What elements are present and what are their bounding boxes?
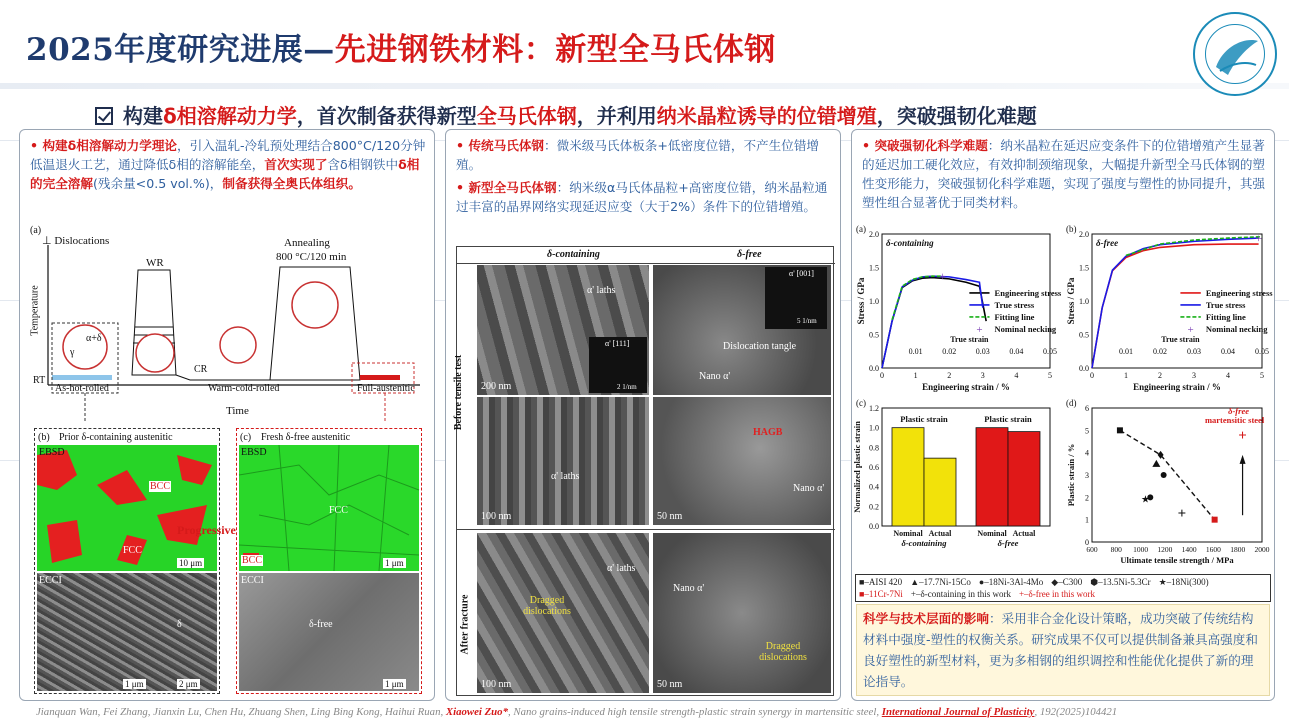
- chart-2-group-title: Plastic strain: [984, 414, 1032, 424]
- panel3-keyword: 突破强韧化科学难题: [874, 138, 988, 153]
- fig-c-scale: 1 μm: [385, 558, 404, 568]
- legend-entry: +–δ-containing in this work: [910, 589, 1011, 599]
- chart-2-category: δ-free: [997, 538, 1019, 548]
- row-label-1: Before tensile test: [453, 354, 465, 431]
- panel1-t1: ，引入温轧-冷轧预处理结合800°C/120分钟低温退火工艺，通过降低δ相的溶解能垒，: [30, 138, 426, 172]
- title-rule: [0, 83, 1289, 89]
- panel1-text: [30, 136, 428, 193]
- chart-0-xtick: 3: [980, 371, 985, 380]
- headline-t3: ，首次制备获得新型: [296, 104, 477, 128]
- chart-2-bar: [924, 458, 956, 526]
- tem-e: [477, 533, 649, 693]
- panel1-t5: (残余量<0.5 vol.%)，: [92, 176, 223, 191]
- chart-2-ytick: 0.6: [869, 463, 879, 472]
- panel2-b2-t: ：纳米级α马氏体晶粒+高密度位错，纳米晶粒通过丰富的晶界网络实现延迟应变（大于2%）条件下的位错增殖。: [456, 180, 828, 214]
- legend-entry: ●–18Ni-3Al-4Mo: [978, 577, 1044, 587]
- tem-b-dscale: 5 1/nm: [797, 317, 817, 325]
- chart-3-xtick: 2000: [1254, 545, 1270, 554]
- fig-c: [236, 428, 422, 694]
- fig-a-ad: α+δ: [86, 333, 102, 344]
- fig-b-scale2: 1 μm: [125, 679, 144, 689]
- tem-a-dscale: 2 1/nm: [617, 383, 637, 391]
- row-divider: [457, 529, 835, 530]
- fig-a-process: [30, 225, 426, 421]
- chart-2-bar: [976, 428, 1008, 526]
- chart-3-point: ★: [1140, 494, 1150, 506]
- chart-1-x2label: True strain: [1161, 335, 1200, 344]
- fig-c-ebsd: EBSD: [241, 447, 267, 458]
- panel-left: [19, 129, 435, 701]
- chart-3-point: [1152, 460, 1160, 467]
- chart-0-series-1: [882, 276, 983, 368]
- fig-a-full-aus: Full-austenitic: [357, 383, 415, 394]
- chart-3-ytick: 4: [1085, 448, 1089, 458]
- chart-0-xtick: 5: [1048, 371, 1052, 380]
- chart-3-annotation-1: δ-free: [1228, 406, 1250, 416]
- chart-1-legend-label: True stress: [1205, 299, 1246, 310]
- tem-f: [653, 533, 831, 693]
- tem-a-zone: α' [111]: [605, 339, 630, 348]
- tem-b-zone: α' [001]: [789, 269, 814, 278]
- tem-e-scale: 100 nm: [481, 679, 512, 690]
- fig-b-title: Prior δ-containing austenitic: [59, 432, 173, 443]
- chart-0-x2tick: 0.05: [1043, 347, 1057, 356]
- panel2-b1-kw: 传统马氏体钢: [468, 138, 544, 153]
- tem-c-scale: 100 nm: [481, 511, 512, 522]
- fig-b-delta: δ: [177, 619, 182, 630]
- chart-1-ytick: 1.0: [1079, 297, 1089, 306]
- chart-3-arrow-head: [1240, 455, 1246, 464]
- chart-1-xtick: 5: [1260, 371, 1264, 380]
- impact-keyword: 科学与技术层面的影响: [863, 611, 989, 626]
- tem-e-dragged: Dragged dislocations: [523, 595, 571, 617]
- chart-1-ytick: 0.5: [1079, 330, 1089, 340]
- tem-e-laths: α' laths: [607, 563, 636, 574]
- headline-t7: ，突破强韧化难题: [876, 104, 1037, 128]
- chart-0-ytick: 2.0: [869, 230, 879, 239]
- chart-0-ytick: 1.5: [869, 263, 879, 273]
- chart-0-x2tick: 0.01: [908, 347, 923, 356]
- chart-3-xtick: 600: [1086, 545, 1098, 554]
- chart-0-xtick: 0: [880, 371, 884, 380]
- chart-0-x2tick: 0.04: [1009, 347, 1024, 356]
- scatter-legend: [855, 574, 1271, 602]
- chart-1-x2tick: 0.03: [1187, 347, 1201, 356]
- chart-3-trend-line: [1120, 430, 1215, 519]
- ref-paper: , Nano grains-induced high tensile strength-plastic strain synergy in martensitic steel,: [507, 706, 882, 718]
- chart-0-ylabel: Stress / GPa: [856, 277, 866, 325]
- legend-rows: [859, 576, 1267, 600]
- chart-1-xtick: 0: [1090, 371, 1094, 380]
- fig-b: [34, 428, 236, 694]
- chart-3-ytick: 1: [1085, 515, 1089, 525]
- title-part1: 2025年度研究进展—: [26, 32, 335, 68]
- col-divider: [457, 263, 835, 264]
- fig-b-ebsd: EBSD: [39, 447, 65, 458]
- chart-0-x2tick: 0.03: [975, 347, 990, 356]
- chart-0-xtick: 1: [913, 371, 918, 380]
- chart-3-ytick: 6: [1085, 404, 1089, 413]
- fig-b-fcc: FCC: [123, 545, 142, 556]
- chart-2-ylabel: Normalized plastic strain: [852, 421, 862, 513]
- chart-3-panel-label: (d): [1066, 398, 1077, 408]
- impact-box: [856, 604, 1270, 696]
- ecci-image-b: [37, 573, 217, 691]
- ebsd-map-c: [239, 445, 419, 571]
- chart-1-x2tick: 0.04: [1221, 347, 1235, 356]
- tem-a-laths: α' laths: [587, 285, 616, 296]
- tem-c-laths: α' laths: [551, 471, 580, 482]
- reference-line: [36, 706, 1117, 718]
- ref-volume: , 192(2025)104421: [1034, 706, 1118, 718]
- chart-0-title: δ-containing: [886, 238, 934, 248]
- chart-2-panel-label: (c): [856, 398, 866, 408]
- legend-entry: +–δ-free in this work: [1018, 589, 1096, 599]
- chart-2-ytick: 0.0: [869, 522, 879, 531]
- tem-f-scale: 50 nm: [657, 679, 683, 690]
- chart-1-title: δ-free: [1096, 238, 1119, 248]
- tem-d-nano: Nano α': [793, 483, 825, 494]
- fig-a-anneal-cond: 800 °C/120 min: [276, 251, 347, 263]
- ref-authors: Jianquan Wan, Fei Zhang, Jianxin Lu, Chen Hu, Zhuang Shen, Ling Bing Kong, Haihui Ruan,: [36, 706, 446, 718]
- tem-c: [477, 397, 649, 525]
- chart-2-bar-label: Actual: [1012, 529, 1036, 538]
- headline-t6: 纳米晶粒诱导的位错增殖: [656, 104, 877, 128]
- chart-0-series-0: [882, 278, 986, 368]
- legend-entry: ⬢–13.5Ni-5.3Cr: [1090, 577, 1151, 587]
- panel2-b2-kw: 新型全马氏体钢: [468, 180, 557, 195]
- chart-3-xlabel: Ultimate tensile strength / MPa: [1120, 555, 1234, 565]
- fig-a-xlabel: Time: [226, 405, 249, 417]
- tem-d-hagb: HAGB: [753, 427, 783, 438]
- chart-2-bar: [892, 428, 924, 526]
- chart-0-x2tick: 0.02: [942, 347, 957, 356]
- chart-0-x2label: True strain: [950, 335, 989, 344]
- fig-a-ylabel: Temperature: [29, 285, 41, 336]
- chart-1-xtick: 2: [1158, 371, 1162, 380]
- fig-a-dislocations: ⊥ Dislocations: [42, 235, 110, 247]
- chart-0-ytick: 0.5: [869, 330, 879, 340]
- panel1-t4: δ相的完全溶解: [30, 157, 420, 191]
- tem-b: [653, 265, 831, 395]
- panel2-bullet-2: [456, 178, 836, 216]
- chart-3-xtick: 1000: [1133, 545, 1149, 554]
- tem-a: [477, 265, 649, 395]
- panel1-t6: 制备获得全奥氏体组织。: [222, 176, 361, 191]
- chart-2-group-title: Plastic strain: [900, 414, 948, 424]
- chart-3-point: [1117, 427, 1123, 433]
- fig-c-label: (c): [240, 432, 252, 443]
- ref-journal[interactable]: International Journal of Plasticity: [881, 706, 1035, 718]
- chart-2-ytick: 1.2: [869, 404, 879, 413]
- chart-3-xtick: 800: [1110, 545, 1122, 554]
- legend-entry: ◆–C300: [1051, 577, 1083, 587]
- chart-1-xtick: 1: [1124, 371, 1128, 380]
- chart-3-ytick: 5: [1085, 426, 1089, 436]
- chart-3-point: [1212, 517, 1218, 523]
- fig-a-cr: CR: [194, 364, 208, 375]
- fig-b-bcc: BCC: [150, 481, 171, 492]
- chart-0-legend-necking-swatch: +: [976, 323, 983, 336]
- fig-a-gamma: γ: [70, 347, 75, 358]
- chart-1-xtick: 4: [1226, 371, 1230, 380]
- chart-1-necking-marker: +: [1255, 231, 1262, 246]
- panel2-bullet-1: [456, 136, 836, 174]
- fig-a-warm-cold: Warm-cold-rolled: [208, 383, 280, 394]
- chart-0-legend-label: True stress: [994, 299, 1035, 310]
- fig-c-ecci: ECCI: [241, 575, 264, 586]
- panel1-keyword: 构建δ相溶解动力学理论: [42, 138, 178, 153]
- chart-1-legend-necking-label: Nominal necking: [1205, 323, 1268, 334]
- fig-b-progressive: Progressive: [177, 523, 236, 537]
- chart-2-ytick: 1.0: [869, 423, 879, 433]
- fig-a-annealing: Annealing: [284, 237, 330, 249]
- headline: [95, 100, 1235, 129]
- checkbox-icon: [95, 107, 113, 125]
- chart-0-xtick: 4: [1014, 371, 1019, 380]
- chart-3-xtick: 1400: [1181, 545, 1197, 554]
- fig-c-fcc: FCC: [329, 505, 348, 516]
- chart-2-ytick: 0.8: [869, 443, 879, 453]
- chart-2-bar: [1008, 432, 1040, 526]
- row-label-2: After fracture: [459, 594, 471, 655]
- headline-t1: 构建: [123, 104, 163, 128]
- impact-text: ：采用非合金化设计策略，成功突破了传统结构材料中强度-塑性的权衡关系。研究成果不仅可以提供制备兼具高强度和良好塑性的新型材料，更为多相钢的组织调控和性能优化提供了新的理论指导。: [863, 611, 1258, 689]
- fig-a-as-hot: As-hot-rolled: [55, 383, 109, 394]
- legend-entry: ■–11Cr-7Ni: [859, 589, 903, 599]
- chart-3-point: [1161, 472, 1167, 478]
- chart-1-ylabel: Stress / GPa: [1066, 277, 1076, 325]
- bullet-icon: •: [456, 180, 469, 195]
- logo-leaf-icon: [1206, 25, 1266, 85]
- fig-b-label: (b): [38, 432, 50, 443]
- chart-2-ytick: 0.4: [869, 482, 879, 492]
- chart-1-xtick: 3: [1192, 371, 1196, 380]
- panel1-t3: 含δ相钢铁中: [327, 157, 399, 172]
- bullet-icon: •: [30, 138, 43, 153]
- chart-0-ytick: 0.0: [869, 364, 879, 373]
- chart-3-ylabel: Plastic strain / %: [1066, 443, 1076, 507]
- chart-0-xtick: 2: [947, 371, 952, 380]
- chart-1-panel-label: (b): [1066, 224, 1077, 234]
- fig-b-scale: 10 μm: [179, 558, 203, 568]
- logo-emblem: [1205, 24, 1265, 84]
- chart-0-necking-marker: +: [939, 269, 946, 284]
- chart-1-ytick: 0.0: [1079, 364, 1089, 373]
- col-header-2: δ-free: [737, 249, 762, 260]
- chart-2-bar-label: Nominal: [893, 529, 923, 538]
- chart-3-xtick: 1800: [1230, 545, 1246, 554]
- chart-0-ytick: 1.0: [869, 297, 879, 306]
- tem-d-scale: 50 nm: [657, 511, 683, 522]
- chart-1-legend-label: Engineering stress: [1205, 287, 1273, 298]
- fig-a-rt: RT: [33, 375, 46, 386]
- tem-b-nano: Nano α': [699, 371, 731, 382]
- panel-middle: [445, 129, 841, 701]
- ecci-image-c: [239, 573, 419, 691]
- chart-3-point: +: [1238, 427, 1247, 444]
- chart-1-x2tick: 0.05: [1255, 347, 1269, 356]
- tem-d: [653, 397, 831, 525]
- legend-entry: ■–AISI 420: [859, 577, 903, 587]
- fig-b-scale3: 2 μm: [179, 679, 198, 689]
- chart-0-legend-label: Engineering stress: [994, 287, 1062, 298]
- chart-3-ytick: 2: [1085, 493, 1089, 503]
- chart-0-panel-label: (a): [856, 224, 866, 234]
- charts-svg: [852, 226, 1276, 576]
- bullet-icon: •: [456, 138, 469, 153]
- page-title: [26, 24, 776, 69]
- tem-a-scale: 200 nm: [481, 381, 512, 392]
- chart-3-xtick: 1200: [1157, 545, 1173, 554]
- university-logo: [1193, 12, 1277, 96]
- chart-3-annotation-2: martensitic steel: [1204, 415, 1265, 425]
- col-header-1: δ-containing: [547, 249, 600, 260]
- chart-2-bar-label: Actual: [928, 529, 952, 538]
- bullet-icon: •: [862, 138, 875, 153]
- fig-a-wr: WR: [146, 257, 164, 269]
- panel3-text: [862, 136, 1266, 212]
- chart-2-bar-label: Nominal: [977, 529, 1007, 538]
- chart-3-ytick: 0: [1085, 538, 1089, 547]
- chart-1-xlabel: Engineering strain / %: [1133, 382, 1221, 392]
- legend-entry: ▲–17.7Ni-15Co: [910, 577, 971, 587]
- panel3-t: ：纳米晶粒在延迟应变条件下的位错增殖产生显著的延迟加工硬化效应，有效抑制颈缩现象，大幅提升新型全马氏体钢的塑性变形能力，突破强韧化科学难题，实现了强度与塑性的协同提升，其强塑性组合显著优于同类材料。: [862, 138, 1265, 210]
- chart-1-x2tick: 0.02: [1153, 347, 1167, 356]
- chart-1-ytick: 1.5: [1079, 263, 1089, 273]
- fig-c-bcc: BCC: [242, 555, 263, 566]
- legend-entry: ★–18Ni(300): [1158, 577, 1209, 587]
- chart-1-ytick: 2.0: [1079, 230, 1089, 239]
- chart-1-legend-label: Fitting line: [1205, 311, 1246, 322]
- chart-2-ytick: 0.2: [869, 502, 879, 512]
- headline-t4: 全马氏体钢: [476, 104, 577, 128]
- ref-corresponding: Xiaowei Zuo*: [445, 706, 508, 718]
- chart-2-category: δ-containing: [901, 538, 947, 548]
- panel2-b1-t: ：微米级马氏体板条+低密度位错，不产生位错增殖。: [456, 138, 820, 172]
- fig-b-ecci: ECCI: [39, 575, 62, 586]
- chart-0-legend-label: Fitting line: [994, 311, 1035, 322]
- chart-0-legend-necking-label: Nominal necking: [994, 323, 1057, 334]
- fig-a-label: (a): [30, 225, 42, 236]
- tem-b-tangle: Dislocation tangle: [723, 341, 797, 352]
- headline-t2: δ相溶解动力学: [163, 104, 297, 128]
- tem-grid: [453, 246, 834, 696]
- fig-c-title: Fresh δ-free austenitic: [261, 432, 351, 443]
- headline-t5: ，并利用: [576, 104, 657, 128]
- fig-c-scale2: 1 μm: [385, 679, 404, 689]
- chart-3-xtick: 1600: [1205, 545, 1221, 554]
- chart-1-legend-necking-swatch: +: [1187, 323, 1194, 336]
- tem-f-dragged: Dragged dislocations: [759, 641, 807, 663]
- chart-3-point: +: [1177, 505, 1187, 522]
- panel1-t2: 首次实现了: [264, 157, 328, 172]
- title-part2: 先进钢铁材料：新型全马氏体钢: [334, 32, 776, 68]
- chart-1-x2tick: 0.01: [1119, 347, 1133, 356]
- ebsd-map-b: [37, 445, 236, 571]
- chart-3-ytick: 3: [1085, 471, 1089, 480]
- fig-c-dfree: δ-free: [309, 619, 333, 630]
- chart-0-xlabel: Engineering strain / %: [922, 382, 1010, 392]
- tem-f-nano: Nano α': [673, 583, 705, 594]
